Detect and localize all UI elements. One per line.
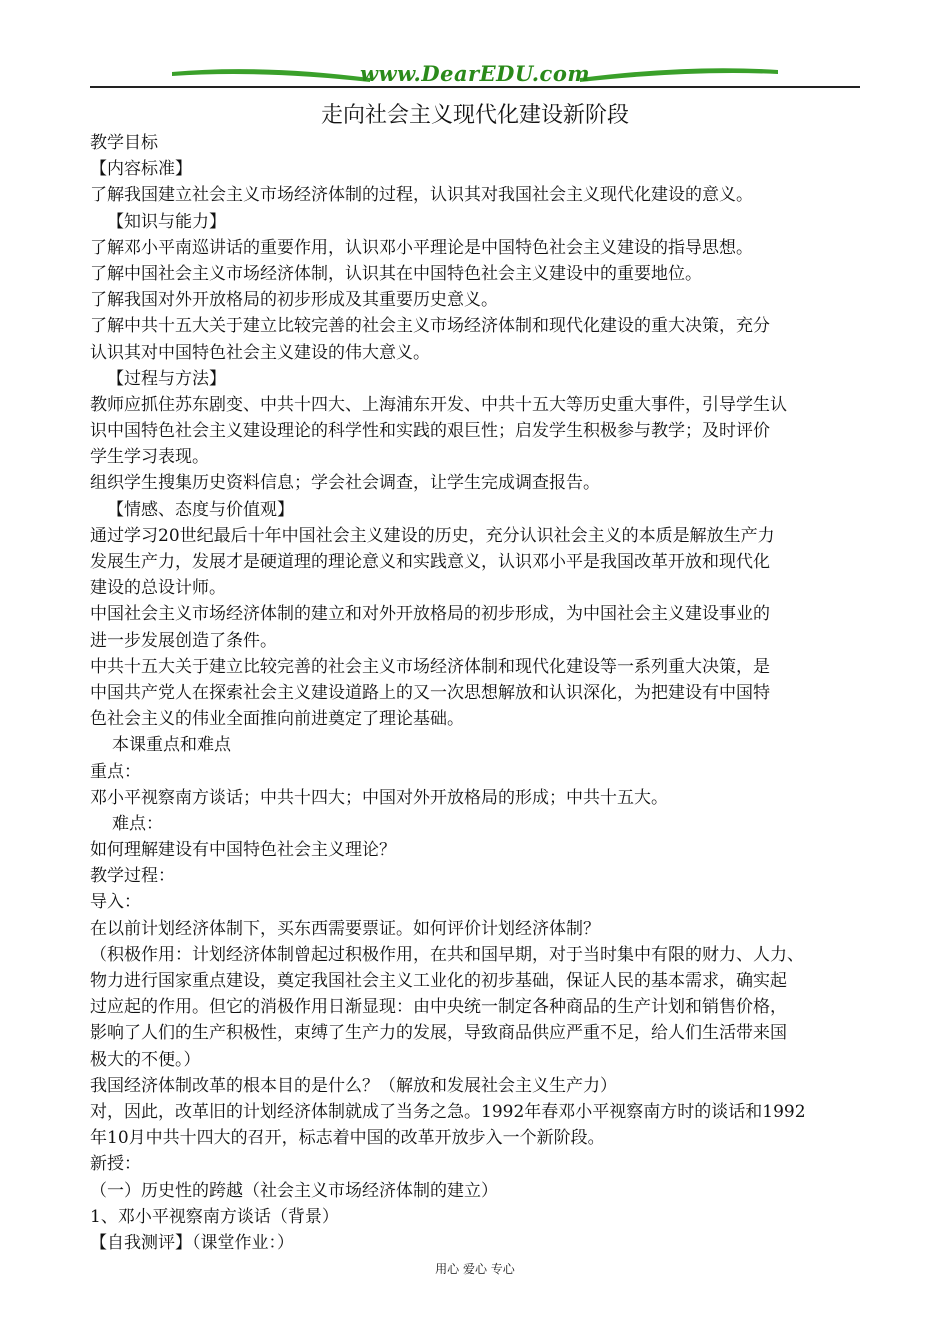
text-line: 1、邓小平视察南方谈话（背景） <box>90 1206 339 1227</box>
text-line: 组织学生搜集历史资料信息；学会社会调查，让学生完成调查报告。 <box>90 473 600 494</box>
text-line: 了解我国对外开放格局的初步形成及其重要历史意义。 <box>90 290 498 311</box>
text-line: 重点： <box>90 761 141 782</box>
page-title: 走向社会主义现代化建设新阶段 <box>320 103 629 128</box>
text-line: （积极作用：计划经济体制曾起过积极作用，在共和国早期，对于当时集中有限的财力、人力、 <box>90 944 804 965</box>
text-line: 发展生产力，发展才是硬道理的理论意义和实践意义，认识邓小平是我国改革开放和现代化 <box>90 552 770 572</box>
text-line: 导入： <box>90 892 141 913</box>
text-line: 教学目标 <box>90 133 158 153</box>
logo-text: www.DearEDU.com <box>359 61 591 86</box>
text-line: 学生学习表现。 <box>90 447 209 468</box>
text-line: 年10月中共十四大的召开，标志着中国的改革开放步入一个新阶段。 <box>90 1128 605 1149</box>
text-line: 了解我国建立社会主义市场经济体制的过程，认识其对我国社会主义现代化建设的意义。 <box>90 185 753 206</box>
text-line: 对，因此，改革旧的计划经济体制就成了当务之急。1992年春邓小平视察南方时的谈话和1992 <box>90 1101 806 1122</box>
text-line: 了解中共十五大关于建立比较完善的社会主义市场经济体制和现代化建设的重大决策，充分 <box>90 316 770 337</box>
text-line: 难点： <box>112 813 163 834</box>
section-heading: 【内容标准】 <box>90 159 192 180</box>
section-heading: （一）历史性的跨越（社会主义市场经济体制的建立） <box>90 1180 498 1201</box>
section-heading: 【情感、态度与价值观】 <box>107 499 294 520</box>
text-line: 通过学习20世纪最后十年中国社会主义建设的历史，充分认识社会主义的本质是解放生产力 <box>90 525 775 546</box>
text-line: 在以前计划经济体制下，买东西需要票证。如何评价计划经济体制？ <box>90 918 600 939</box>
text-line: 了解中国社会主义市场经济体制，认识其在中国特色社会主义建设中的重要地位。 <box>90 263 702 284</box>
text-line: 极大的不便。） <box>90 1049 201 1070</box>
header-divider <box>90 86 860 88</box>
text-line: 进一步发展创造了条件。 <box>90 630 277 651</box>
text-line: 邓小平视察南方谈话；中共十四大；中国对外开放格局的形成；中共十五大。 <box>90 787 668 808</box>
section-heading: 【知识与能力】 <box>107 211 226 232</box>
text-line: 中共十五大关于建立比较完善的社会主义市场经济体制和现代化建设等一系列重大决策，是 <box>90 656 770 677</box>
text-line: 教学过程： <box>90 866 175 887</box>
text-line: 了解邓小平南巡讲话的重要作用，认识邓小平理论是中国特色社会主义建设的指导思想。 <box>90 237 753 258</box>
text-line: 新授： <box>90 1154 141 1175</box>
document-body <box>90 130 860 1256</box>
text-line: 中国共产党人在探索社会主义建设道路上的又一次思想解放和认识深化，为把建设有中国特 <box>90 682 770 703</box>
text-line: 色社会主义的伟业全面推向前进奠定了理论基础。 <box>90 709 464 730</box>
text-line: 中国社会主义市场经济体制的建立和对外开放格局的初步形成，为中国社会主义建设事业的 <box>90 604 770 625</box>
text-line: 物力进行国家重点建设，奠定我国社会主义工业化的初步基础，保证人民的基本需求，确实起 <box>90 971 787 991</box>
text-line: 我国经济体制改革的根本目的是什么？（解放和发展社会主义生产力） <box>90 1075 617 1096</box>
section-heading: 【自我测评】（课堂作业：） <box>90 1232 294 1253</box>
text-line: 识中国特色社会主义建设理论的科学性和实践的艰巨性；启发学生积极参与教学；及时评价 <box>90 421 770 442</box>
section-heading: 本课重点和难点 <box>112 735 231 756</box>
text-line: 如何理解建设有中国特色社会主义理论？ <box>90 840 396 861</box>
page-footer: 用心 爱心 专心 <box>435 1262 515 1276</box>
text-line: 过应起的作用。但它的消极作用日渐显现：由中央统一制定各种商品的生产计划和销售价格， <box>90 997 787 1018</box>
site-logo[interactable] <box>170 60 780 88</box>
text-line: 教师应抓住苏东剧变、中共十四大、上海浦东开发、中共十五大等历史重大事件，引导学生认 <box>90 394 787 415</box>
text-line: 建设的总设计师。 <box>90 578 226 599</box>
text-line: 认识其对中国特色社会主义建设的伟大意义。 <box>90 342 430 363</box>
text-line: 影响了人们的生产积极性，束缚了生产力的发展，导致商品供应严重不足，给人们生活带来国 <box>90 1023 787 1044</box>
section-heading: 【过程与方法】 <box>107 368 226 389</box>
